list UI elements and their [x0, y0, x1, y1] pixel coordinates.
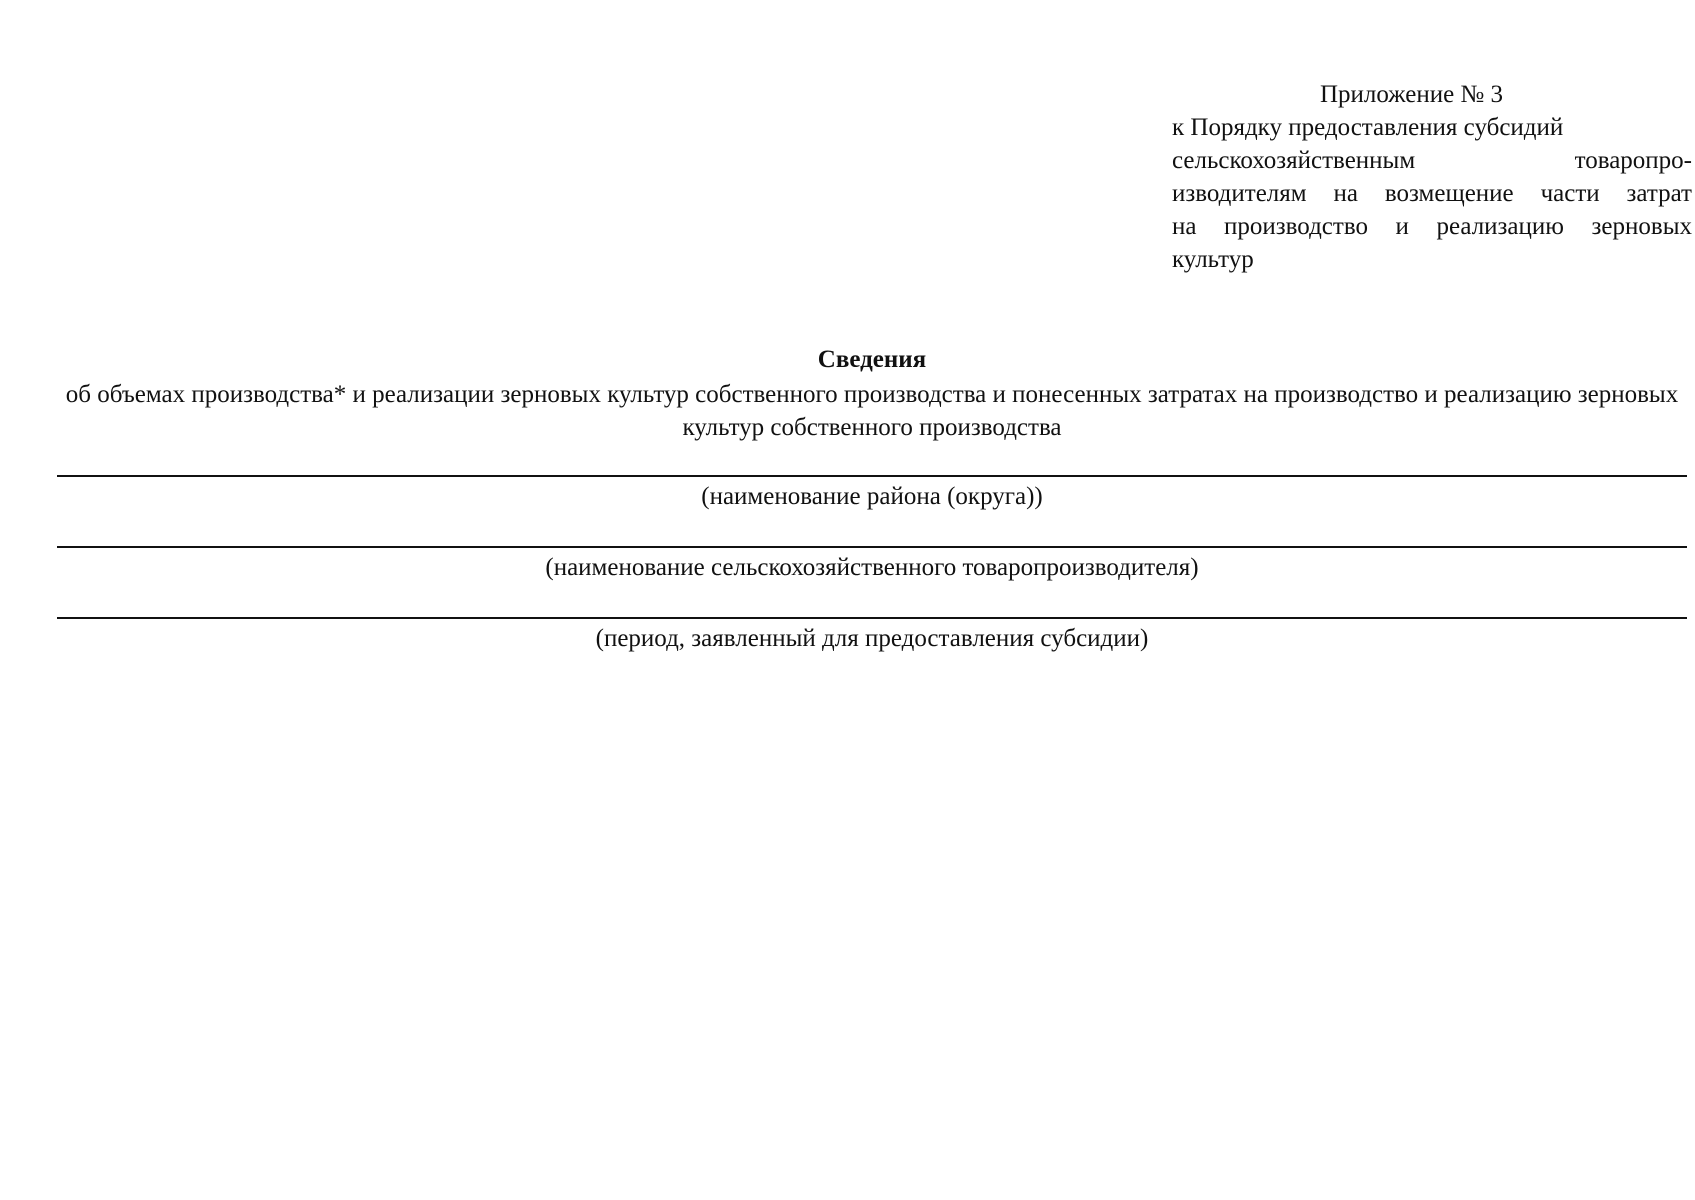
appendix-line: к Порядку предоставления субсидий [1172, 114, 1564, 141]
period-caption: (период, заявленный для предоставления субсидии) [595, 625, 1149, 652]
district-fill-line[interactable] [57, 475, 1687, 477]
appendix-line: на производство и реализацию зерновых [1172, 213, 1692, 240]
producer-caption: (наименование сельскохозяйственного товаропроизводителя) [545, 554, 1199, 581]
document-subheading: об объемах производства* и реализации зерновых культур собственного производства и понесенных затратах на производство и реализацию зерновых культур собственного производства [65, 381, 1679, 441]
appendix-line: сельскохозяйственным товаропро- [1172, 147, 1692, 174]
producer-fill-line[interactable] [57, 546, 1687, 548]
appendix-title: Приложение № 3 [1320, 81, 1504, 108]
appendix-line: изводителям на возмещение части затрат [1172, 180, 1692, 207]
period-fill-line[interactable] [57, 617, 1687, 619]
district-caption: (наименование района (округа)) [701, 483, 1043, 510]
appendix-line: культур [1172, 246, 1254, 273]
document-heading: Сведения [817, 346, 927, 373]
appendix-block [1172, 78, 1692, 276]
